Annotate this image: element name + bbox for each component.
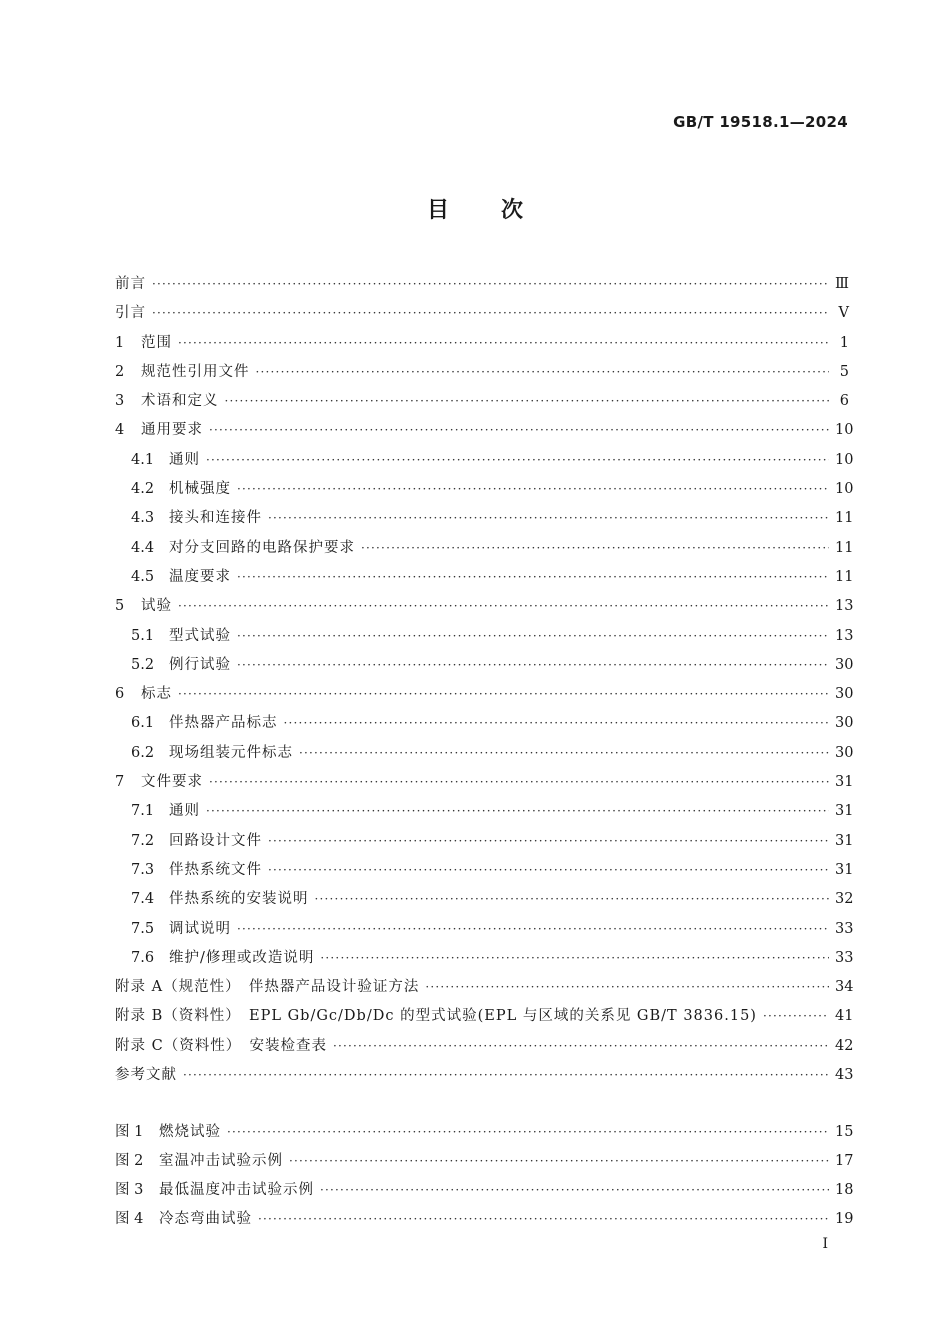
toc-entry-title: 试验: [141, 598, 172, 615]
toc-entry[interactable]: [115, 915, 854, 944]
toc-entry-page: 5: [839, 363, 849, 380]
toc-entry-number: 6.1: [131, 715, 155, 732]
toc-entry[interactable]: [115, 709, 854, 738]
toc-entry[interactable]: [115, 680, 854, 709]
toc-entry-page: 43: [835, 1067, 854, 1084]
toc-entry[interactable]: [115, 622, 854, 651]
dot-leader: [289, 1147, 829, 1176]
toc-entry-number: 2: [115, 363, 125, 380]
toc-entry-page: 31: [835, 803, 854, 820]
page-title-part1: 目: [426, 198, 449, 223]
toc-entry[interactable]: [115, 856, 854, 885]
toc-entry-page: 11: [835, 568, 854, 585]
dot-leader: [152, 299, 829, 328]
toc-entry-page: Ⅴ: [838, 305, 849, 322]
toc-entry-page: 6: [839, 393, 849, 410]
toc-entry-number: 5.1: [131, 627, 155, 644]
toc-entry[interactable]: [115, 358, 849, 387]
dot-leader: [237, 622, 829, 651]
dot-leader: [178, 329, 829, 358]
toc-entry-title: 引言: [115, 305, 146, 322]
toc-entry[interactable]: [115, 504, 854, 533]
toc-entry[interactable]: [115, 299, 849, 328]
toc-entry-number: 3: [115, 393, 125, 410]
toc-entry-title: 范围: [141, 334, 172, 351]
toc-entry[interactable]: [115, 827, 854, 856]
toc-entry[interactable]: [115, 446, 854, 475]
toc-entry-page: 33: [835, 949, 854, 966]
dot-leader: [209, 768, 829, 797]
dot-leader: [237, 915, 829, 944]
dot-leader: [268, 856, 829, 885]
figure-entry[interactable]: [115, 1176, 854, 1205]
dot-leader: [178, 592, 829, 621]
toc-entry-page: 31: [835, 861, 854, 878]
toc-entry[interactable]: [115, 768, 854, 797]
toc-entry-title: 室温冲击试验示例: [159, 1153, 283, 1169]
toc-entry-number: 图 1: [115, 1124, 144, 1140]
toc-entry-page: 41: [835, 1008, 854, 1025]
dot-leader: [299, 739, 829, 768]
dot-leader: [315, 885, 830, 914]
dot-leader: [237, 651, 829, 680]
toc-entry[interactable]: [115, 592, 854, 621]
toc-entry-number: 1: [115, 334, 125, 351]
toc-entry[interactable]: [115, 651, 854, 680]
toc-entry-title: 伴热系统的安装说明: [169, 891, 309, 908]
toc-entry-page: 19: [835, 1211, 854, 1227]
toc-entry[interactable]: [115, 534, 854, 563]
toc-entry-title: 维护/修理或改造说明: [169, 949, 315, 966]
toc-entry-title: 前言: [115, 276, 146, 292]
dot-leader: [227, 1118, 829, 1147]
toc-entry-number: 6: [115, 686, 125, 703]
toc-entry-title: 标志: [141, 686, 172, 703]
toc-entry[interactable]: [115, 270, 849, 299]
toc-entry-title: 接头和连接件: [169, 510, 262, 527]
toc-entry-page: 10: [835, 481, 854, 498]
toc-entry-title: 燃烧试验: [159, 1124, 221, 1140]
toc-entry-title: 参考文献: [115, 1067, 177, 1084]
toc-entry-title: 冷态弯曲试验: [159, 1211, 252, 1227]
table-of-contents: [115, 270, 854, 1090]
dot-leader: [361, 534, 829, 563]
dot-leader: [209, 416, 829, 445]
figure-entry[interactable]: [115, 1147, 854, 1176]
toc-entry-page: 31: [835, 832, 854, 849]
toc-entry[interactable]: [115, 1032, 854, 1061]
toc-entry-number: 图 4: [115, 1211, 144, 1227]
toc-entry[interactable]: [115, 944, 854, 973]
toc-entry[interactable]: [115, 475, 854, 504]
toc-entry[interactable]: [115, 797, 854, 826]
toc-entry[interactable]: [115, 885, 854, 914]
toc-entry[interactable]: [115, 387, 849, 416]
toc-entry-title: 附录 B（资料性） EPL Gb/Gc/Db/Dc 的型式试验(EPL 与区域的关系见 GB/T 3836.15): [115, 1008, 757, 1025]
toc-entry-page: 15: [835, 1124, 854, 1140]
dot-leader: [284, 709, 830, 738]
toc-entry-page: 11: [835, 510, 854, 527]
toc-entry-page: 13: [835, 598, 854, 615]
dot-leader: [333, 1032, 829, 1061]
toc-entry-page: 30: [835, 686, 854, 703]
toc-entry-number: 5: [115, 598, 125, 615]
dot-leader: [183, 1061, 829, 1090]
toc-entry-title: 例行试验: [169, 656, 231, 673]
toc-entry-title: 文件要求: [141, 774, 203, 791]
toc-entry-number: 4.3: [131, 510, 155, 527]
toc-entry[interactable]: [115, 563, 854, 592]
dot-leader: [320, 944, 829, 973]
dot-leader: [425, 973, 829, 1002]
toc-entry-page: 17: [835, 1153, 854, 1169]
toc-entry-page: 1: [839, 334, 849, 351]
dot-leader: [206, 446, 829, 475]
toc-entry-number: 4.4: [131, 539, 155, 556]
toc-entry-page: 31: [835, 774, 854, 791]
toc-entry-number: 6.2: [131, 744, 155, 761]
toc-entry-title: 规范性引用文件: [141, 363, 250, 380]
toc-entry-title: 温度要求: [169, 568, 231, 585]
toc-entry-number: 图 3: [115, 1182, 144, 1198]
toc-entry-page: 10: [835, 422, 854, 439]
dot-leader: [225, 387, 830, 416]
toc-entry-title: 附录 C（资料性） 安装检查表: [115, 1037, 327, 1054]
toc-entry[interactable]: [115, 416, 854, 445]
toc-entry-number: 图 2: [115, 1153, 144, 1169]
dot-leader: [763, 1002, 829, 1031]
toc-entry-page: 30: [835, 744, 854, 761]
toc-entry-number: 7.6: [131, 949, 155, 966]
toc-entry-title: 调试说明: [169, 920, 231, 937]
toc-entry-number: 4.2: [131, 481, 155, 498]
dot-leader: [268, 827, 829, 856]
toc-entry[interactable]: [115, 1002, 854, 1031]
toc-entry-number: 7.2: [131, 832, 155, 849]
toc-entry-title: 伴热器产品标志: [169, 715, 278, 732]
toc-entry-number: 7.4: [131, 891, 155, 908]
dot-leader: [268, 504, 829, 533]
toc-entry-number: 7.1: [131, 803, 155, 820]
toc-entry-title: 术语和定义: [141, 393, 219, 410]
toc-entry-title: 对分支回路的电路保护要求: [169, 539, 355, 556]
dot-leader: [206, 797, 829, 826]
toc-entry-title: 通用要求: [141, 422, 203, 439]
toc-entry-number: 5.2: [131, 656, 155, 673]
dot-leader: [178, 680, 829, 709]
toc-entry-title: 现场组装元件标志: [169, 744, 293, 761]
toc-entry-page: 42: [835, 1037, 854, 1054]
toc-entry-page: 18: [835, 1182, 854, 1198]
toc-entry-page: 34: [835, 979, 854, 996]
toc-entry-page: 30: [835, 715, 854, 732]
toc-entry-title: 机械强度: [169, 481, 231, 498]
toc-entry-title: 型式试验: [169, 627, 231, 644]
toc-entry-title: 最低温度冲击试验示例: [159, 1182, 314, 1198]
dot-leader: [237, 563, 829, 592]
toc-entry-number: 4: [115, 422, 125, 439]
dot-leader: [258, 1205, 829, 1234]
dot-leader: [256, 358, 830, 387]
toc-entry-page: 32: [835, 891, 854, 908]
dot-leader: [152, 270, 829, 299]
dot-leader: [320, 1176, 829, 1205]
toc-entry[interactable]: [115, 1061, 854, 1090]
page-title-part2: 次: [501, 198, 524, 223]
list-of-figures: [115, 1118, 854, 1234]
figure-entry[interactable]: [115, 1118, 854, 1147]
toc-entry-title: 附录 A（规范性） 伴热器产品设计验证方法: [115, 979, 420, 996]
toc-entry-title: 回路设计文件: [169, 832, 262, 849]
toc-entry-page: 30: [835, 656, 854, 673]
toc-entry-number: 7: [115, 774, 125, 791]
toc-entry-title: 通则: [169, 803, 200, 820]
figure-entry[interactable]: [115, 1205, 854, 1234]
toc-entry-number: 7.3: [131, 861, 155, 878]
page-title: [0, 193, 950, 224]
dot-leader: [237, 475, 829, 504]
toc-entry-page: 33: [835, 920, 854, 937]
toc-entry-number: 4.5: [131, 568, 155, 585]
toc-entry[interactable]: [115, 739, 854, 768]
toc-entry[interactable]: [115, 329, 849, 358]
page-number: I: [822, 1236, 828, 1252]
toc-entry-page: Ⅲ: [835, 276, 849, 292]
toc-entry-title: 伴热系统文件: [169, 861, 262, 878]
toc-entry-page: 10: [835, 451, 854, 468]
toc-entry-page: 11: [835, 539, 854, 556]
toc-entry-title: 通则: [169, 451, 200, 468]
toc-entry-page: 13: [835, 627, 854, 644]
standard-number: GB/T 19518.1—2024: [673, 113, 848, 131]
toc-entry-number: 4.1: [131, 451, 155, 468]
toc-entry[interactable]: [115, 973, 854, 1002]
toc-entry-number: 7.5: [131, 920, 155, 937]
